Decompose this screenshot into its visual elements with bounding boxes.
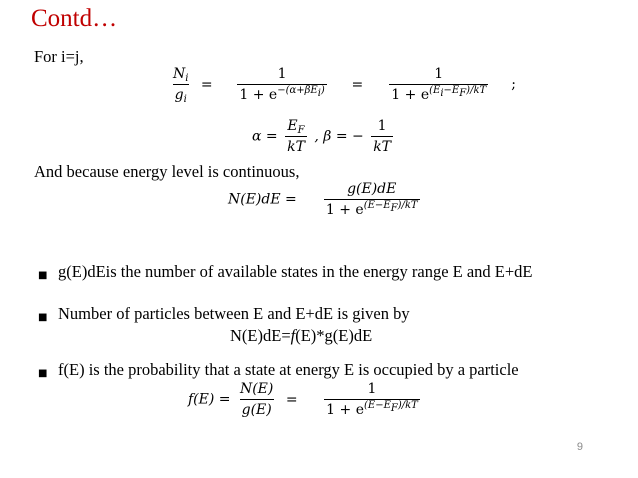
fraction-alpha-beta	[223, 65, 341, 104]
eq1-frac2-den-base: 1 + e	[239, 87, 278, 103]
eq4-frac1-num: N(E)	[239, 381, 274, 397]
eq4-equals: =	[285, 391, 298, 408]
eq1-lhs-den: g	[174, 87, 184, 103]
eq3-num: g(E)dE	[347, 181, 397, 197]
equation-alpha-beta	[252, 117, 396, 156]
eq-nde-post: (E)*g(E)dE	[295, 326, 373, 345]
page-number: 9	[576, 441, 583, 453]
bullet-text-1: g(E)dEis the number of available states in the energy range E and E+dE	[58, 262, 533, 281]
eq4-frac2-den-base: 1 + e	[326, 402, 364, 418]
eq1-equals-2: =	[351, 76, 364, 93]
eq1-lhs-num: N	[173, 66, 186, 82]
fraction-gede	[304, 180, 439, 219]
eq4-frac2-exp: (E−E	[364, 400, 391, 411]
fraction-ni-over-gi	[171, 65, 190, 104]
bullet-text-2: Number of particles between E and E+dE is given by	[58, 304, 410, 323]
equation-ndE-f-g	[230, 326, 372, 346]
bullet-text-3: f(E) is the probability that a state at energy E is occupied by a particle	[58, 360, 519, 379]
fraction-1-over-kt	[371, 117, 393, 156]
fraction-ne-over-ge	[238, 380, 275, 419]
eq2-alpha: α =	[252, 128, 278, 145]
eq3-den-exp-sub: F	[390, 203, 398, 214]
eq2-alpha-num: E	[287, 118, 298, 134]
eq1-lhs-den-sub: i	[183, 94, 187, 105]
eq2-alpha-num-sub: F	[297, 125, 305, 136]
eq2-beta-den: kT	[371, 136, 393, 156]
eq1-frac3-exp-sub2: F	[459, 88, 467, 99]
fraction-ef-over-kt	[285, 117, 307, 156]
eq2-beta-num: 1	[377, 118, 387, 134]
eq-nde-pre: N(E)dE=	[230, 326, 291, 345]
continuous-line: And because energy level is continuous,	[34, 162, 300, 181]
fraction-fermi-dirac	[308, 380, 436, 419]
bullet-square-icon: ■	[38, 270, 48, 281]
fraction-ei-ef	[374, 65, 504, 104]
eq4-lhs: f(E) =	[188, 391, 231, 408]
for-ij-line: For i=j,	[34, 47, 84, 66]
eq1-frac2-exp-sub: i	[317, 88, 321, 99]
eq1-frac2-num: 1	[277, 66, 287, 82]
eq3-den-exp-tail: )/kT	[397, 200, 418, 211]
eq1-frac3-exp-sub: i	[440, 88, 444, 99]
eq1-frac3-num: 1	[434, 66, 444, 82]
slide-title: Contd…	[31, 5, 118, 32]
eq2-alpha-den: kT	[285, 136, 307, 156]
eq1-frac2-exp-tail: )	[320, 85, 325, 96]
equation-ni-gi	[168, 65, 516, 104]
eq1-frac3-exp-tail: )/kT	[466, 85, 487, 96]
eq4-frac1-den: g(E)	[240, 399, 274, 419]
eq1-frac2-exp: −(α+βE	[277, 85, 318, 96]
eq1-semicolon: ;	[511, 76, 516, 93]
bullet-item-3	[38, 360, 519, 380]
eq1-lhs-num-sub: i	[185, 73, 189, 84]
equation-nede	[228, 180, 442, 219]
eq3-den-base: 1 + e	[325, 202, 364, 218]
bullet-square-icon: ■	[38, 368, 48, 379]
eq1-equals-1: =	[200, 76, 213, 93]
eq3-lhs: N(E)dE =	[228, 191, 297, 208]
eq1-frac3-exp-mid: −E	[443, 85, 460, 96]
bullet-square-icon: ■	[38, 312, 48, 323]
equation-fe	[188, 380, 439, 419]
eq-nde-f: f	[290, 326, 296, 345]
bullet-item-2	[38, 304, 410, 324]
eq4-frac2-exp-sub: F	[390, 403, 398, 414]
eq2-comma-beta: , β = −	[314, 128, 364, 145]
eq1-frac3-den-base: 1 + e	[391, 87, 430, 103]
eq4-frac2-exp-tail: )/kT	[397, 400, 418, 411]
bullet-item-1	[38, 262, 533, 282]
eq3-den-exp: (E−E	[363, 200, 391, 211]
eq1-frac3-exp: (E	[429, 85, 441, 96]
eq4-frac2-num: 1	[367, 381, 377, 397]
